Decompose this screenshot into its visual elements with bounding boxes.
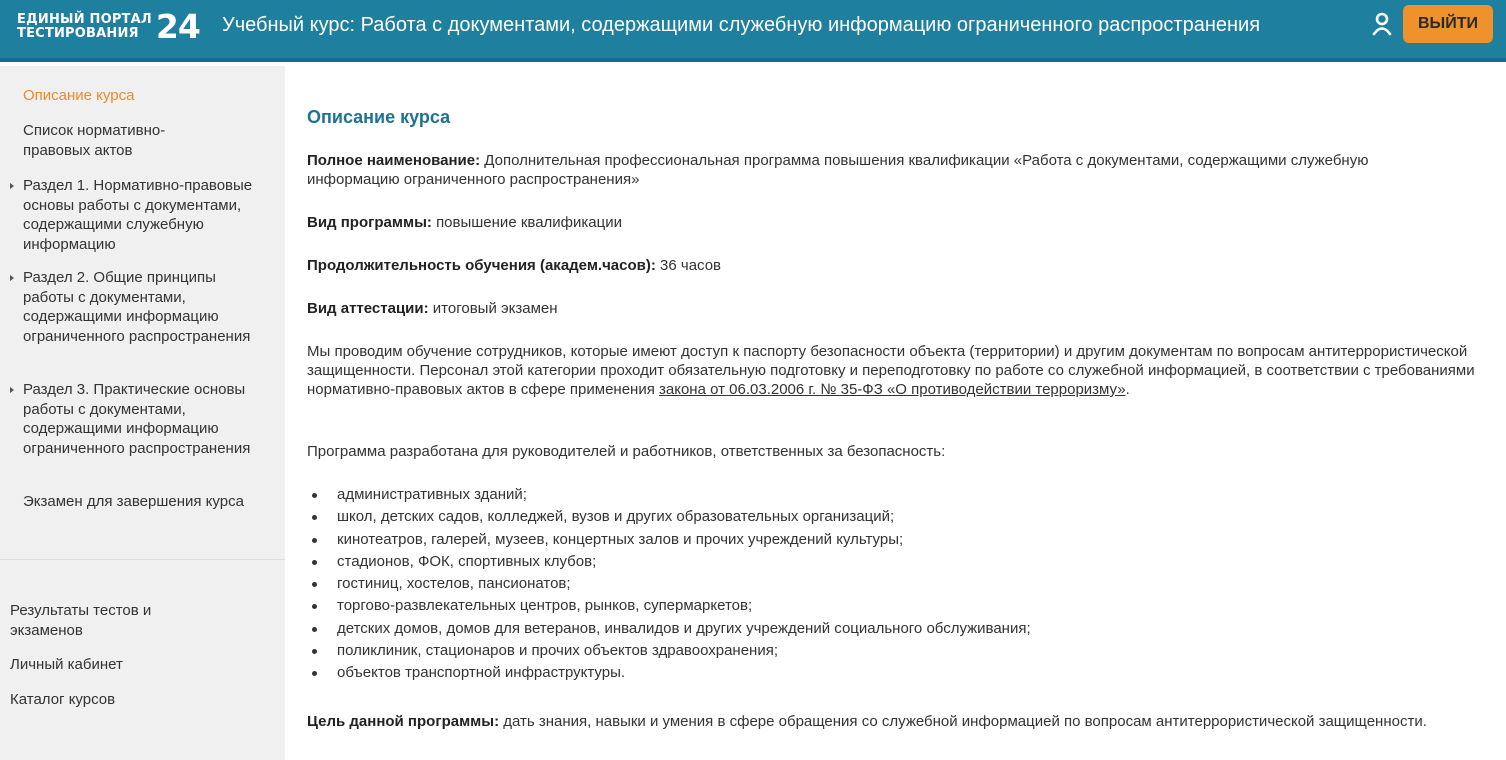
list-item <box>307 506 1482 528</box>
site-logo[interactable] <box>17 9 200 45</box>
description-text: Мы проводим обучение сотрудников, которые имеют доступ к паспорту безопасности объекта (территории) и другим документам по вопросам антитеррористической защищенности. Персонал этой категории проходит обязательную подготовку и переподготовку по работе со служебной информацией, в соответствии с требованиями нормативно-правовых актов в сфере применения <box>307 343 1475 398</box>
duration-value: 36 часов <box>660 257 722 274</box>
caret-right-icon <box>10 183 14 189</box>
bullet-dot-icon <box>312 604 317 609</box>
sidebar-item-label: Раздел 2. Общие принципы работы с документами, содержащими информацию ограниченного распространения <box>23 269 251 345</box>
full-name-paragraph <box>307 151 1427 189</box>
sidebar-item-label: Раздел 3. Практические основы работы с документами, содержащими информацию ограниченного распространения <box>23 381 251 457</box>
law-link[interactable]: закона от 06.03.2006 г. № 35-ФЗ «О противодействии терроризму» <box>659 381 1126 398</box>
list-item <box>307 529 1482 551</box>
bullet-dot-icon <box>312 582 317 587</box>
list-item <box>307 484 1482 506</box>
sidebar-item-section-1[interactable] <box>23 176 263 254</box>
logo-line-2: ТЕСТИРОВАНИЯ <box>17 26 139 41</box>
duration-label: Продолжительность обучения (академ.часов): <box>307 257 656 274</box>
sidebar-nav <box>0 66 285 760</box>
program-type-label: Вид программы: <box>307 214 432 231</box>
list-item-text: школ, детских садов, колледжей, вузов и других образовательных организаций; <box>337 508 895 526</box>
sidebar-item-section-3[interactable] <box>23 380 268 458</box>
attestation-paragraph <box>307 299 1482 318</box>
list-item-text: кинотеатров, галерей, музеев, концертных залов и прочих учреждений культуры; <box>337 530 904 548</box>
sidebar-item-label: Раздел 1. Нормативно-правовые основы работы с документами, содержащими служебную информацию <box>23 177 253 253</box>
bullet-dot-icon <box>312 538 317 543</box>
list-item <box>307 618 1482 640</box>
sidebar-link-label: Каталог курсов <box>10 691 116 708</box>
list-item-text: объектов транспортной инфраструктуры. <box>337 664 626 682</box>
list-item <box>307 573 1482 595</box>
goal-value: дать знания, навыки и умения в сфере обращения со служебной информацией по вопросам антитеррористической защищенности. <box>503 713 1427 730</box>
sidebar-divider <box>0 559 285 560</box>
top-header <box>0 0 1506 62</box>
sidebar-item-label: Экзамен для завершения курса <box>23 493 244 510</box>
sidebar-item-label: Список нормативно-правовых актов <box>23 122 166 159</box>
description-end: . <box>1125 381 1130 398</box>
sidebar-item-legal-acts[interactable] <box>23 121 223 160</box>
bullet-dot-icon <box>312 515 317 520</box>
sidebar-item-label: Описание курса <box>23 87 135 104</box>
list-item-text: стадионов, ФОК, спортивных клубов; <box>337 552 597 570</box>
full-name-value: Дополнительная профессиональная программа повышения квалификации «Работа с документами, содержащими служебную информацию ограниченного распространения» <box>307 152 1369 188</box>
program-type-value: повышение квалификации <box>436 214 622 231</box>
sidebar-link-results[interactable] <box>10 601 210 640</box>
sidebar-item-course-description[interactable] <box>23 86 271 106</box>
goal-paragraph <box>307 712 1457 731</box>
duration-paragraph <box>307 256 1482 275</box>
user-icon[interactable] <box>1371 12 1393 36</box>
list-item <box>307 551 1482 573</box>
goal-label: Цель данной программы: <box>307 713 500 730</box>
list-item-text: торгово-развлекательных центров, рынков, супермаркетов; <box>337 597 753 615</box>
caret-right-icon <box>10 275 14 281</box>
course-content <box>307 66 1487 760</box>
sidebar-link-label: Результаты тестов и экзаменов <box>10 602 152 639</box>
sidebar-item-section-2[interactable] <box>23 268 263 346</box>
audience-list <box>307 484 1482 685</box>
sidebar-link-catalog[interactable] <box>10 690 270 710</box>
list-item <box>307 595 1482 617</box>
list-item-text: гостиниц, хостелов, пансионатов; <box>337 575 571 593</box>
bullet-dot-icon <box>312 671 317 676</box>
logo-number: 24 <box>155 7 200 46</box>
course-title: Учебный курс: Работа с документами, содержащими служебную информацию ограниченного распространения <box>222 14 1261 36</box>
logo-text <box>17 13 152 41</box>
list-item-text: поликлиник, стационаров и прочих объектов здравоохранения; <box>337 642 779 660</box>
sidebar-link-account[interactable] <box>10 655 270 675</box>
attestation-value: итоговый экзамен <box>432 300 558 317</box>
sidebar-link-label: Личный кабинет <box>10 656 123 673</box>
attestation-label: Вид аттестации: <box>307 300 429 317</box>
list-item-text: детских домов, домов для ветеранов, инвалидов и других учреждений социального обслуживания; <box>337 619 1031 637</box>
bullet-dot-icon <box>312 560 317 565</box>
program-type-paragraph <box>307 213 1482 232</box>
full-name-label: Полное наименование: <box>307 152 481 169</box>
caret-right-icon <box>10 387 14 393</box>
sidebar-item-final-exam[interactable] <box>23 492 253 512</box>
list-item <box>307 640 1482 662</box>
logo-line-1: ЕДИНЫЙ ПОРТАЛ <box>17 12 152 27</box>
bullet-dot-icon <box>312 649 317 654</box>
bullet-dot-icon <box>312 627 317 632</box>
bullet-dot-icon <box>312 493 317 498</box>
list-item-text: административных зданий; <box>337 486 527 503</box>
description-paragraph <box>307 342 1477 399</box>
logout-button[interactable]: ВЫЙТИ <box>1403 5 1493 43</box>
list-item <box>307 662 1482 684</box>
audience-intro: Программа разработана для руководителей и работников, ответственных за безопасность: <box>307 443 946 460</box>
page-title: Описание курса <box>307 107 451 127</box>
